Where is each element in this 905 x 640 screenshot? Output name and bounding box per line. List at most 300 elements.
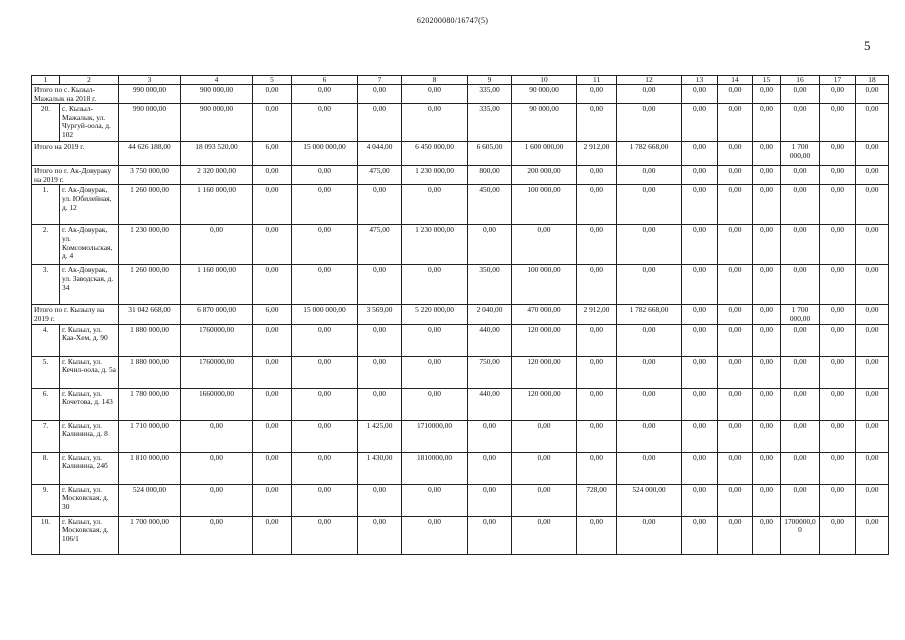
address-cell: г. Ак-Довурак, ул. Заводская, д. 34: [60, 265, 119, 305]
column-number-cell: 14: [718, 76, 753, 85]
value-cell: 728,00: [577, 484, 617, 516]
value-cell: 0,00: [292, 420, 358, 452]
column-number-cell: 15: [753, 76, 781, 85]
value-cell: 0,00: [820, 388, 856, 420]
value-cell: 0,00: [577, 356, 617, 388]
value-cell: 0,00: [718, 484, 753, 516]
value-cell: 0,00: [753, 166, 781, 185]
table-row: [32, 225, 889, 265]
value-cell: 0,00: [820, 452, 856, 484]
value-cell: 0,00: [820, 142, 856, 166]
value-cell: 5 220 000,00: [402, 305, 468, 324]
value-cell: 0,00: [577, 166, 617, 185]
value-cell: 0,00: [358, 324, 402, 356]
value-cell: 0,00: [468, 225, 512, 265]
value-cell: 1 600 000,00: [512, 142, 577, 166]
value-cell: 0,00: [856, 324, 889, 356]
value-cell: 1 230 000,00: [119, 225, 181, 265]
value-cell: 1 160 000,00: [181, 265, 253, 305]
value-cell: 0,00: [718, 104, 753, 142]
value-cell: 750,00: [468, 356, 512, 388]
value-cell: 6 605,00: [468, 142, 512, 166]
column-number-cell: 6: [292, 76, 358, 85]
value-cell: 0,00: [718, 142, 753, 166]
value-cell: 0,00: [753, 225, 781, 265]
value-cell: 0,00: [577, 420, 617, 452]
value-cell: 900 000,00: [181, 85, 253, 104]
value-cell: 1 700 000,00: [781, 142, 820, 166]
value-cell: 2 320 000,00: [181, 166, 253, 185]
value-cell: 0,00: [402, 85, 468, 104]
value-cell: 1760000,00: [181, 356, 253, 388]
value-cell: 0,00: [682, 104, 718, 142]
value-cell: 524 000,00: [119, 484, 181, 516]
value-cell: 1 230 000,00: [402, 166, 468, 185]
value-cell: 0,00: [781, 388, 820, 420]
value-cell: 1 430,00: [358, 452, 402, 484]
value-cell: 0,00: [781, 166, 820, 185]
value-cell: 1 880 000,00: [119, 356, 181, 388]
value-cell: 0,00: [577, 516, 617, 554]
value-cell: 0,00: [468, 484, 512, 516]
value-cell: 1810000,00: [402, 452, 468, 484]
value-cell: 0,00: [781, 225, 820, 265]
value-cell: 1700000,00: [781, 516, 820, 554]
value-cell: 0,00: [292, 85, 358, 104]
row-number: 5.: [32, 356, 60, 388]
value-cell: 0,00: [781, 484, 820, 516]
value-cell: 0,00: [617, 356, 682, 388]
column-number-cell: 5: [253, 76, 292, 85]
value-cell: 0,00: [682, 452, 718, 484]
value-cell: 0,00: [402, 388, 468, 420]
value-cell: 440,00: [468, 388, 512, 420]
value-cell: 0,00: [682, 265, 718, 305]
value-cell: 470 000,00: [512, 305, 577, 324]
value-cell: 0,00: [292, 324, 358, 356]
value-cell: 0,00: [781, 85, 820, 104]
value-cell: 0,00: [617, 166, 682, 185]
value-cell: 0,00: [753, 452, 781, 484]
value-cell: 0,00: [512, 420, 577, 452]
value-cell: 0,00: [856, 356, 889, 388]
value-cell: 0,00: [753, 142, 781, 166]
value-cell: 0,00: [682, 185, 718, 225]
value-cell: 0,00: [753, 305, 781, 324]
total-label: Итого по г. Кызылу на 2019 г.: [32, 305, 119, 324]
value-cell: 0,00: [253, 166, 292, 185]
value-cell: 0,00: [820, 484, 856, 516]
value-cell: 0,00: [781, 104, 820, 142]
value-cell: 0,00: [358, 185, 402, 225]
value-cell: 0,00: [292, 265, 358, 305]
value-cell: 0,00: [820, 265, 856, 305]
value-cell: 0,00: [753, 484, 781, 516]
total-row: [32, 305, 889, 324]
value-cell: 0,00: [577, 452, 617, 484]
value-cell: 0,00: [753, 420, 781, 452]
value-cell: 0,00: [753, 324, 781, 356]
value-cell: 0,00: [718, 452, 753, 484]
value-cell: 0,00: [358, 265, 402, 305]
value-cell: 0,00: [358, 104, 402, 142]
value-cell: 0,00: [718, 324, 753, 356]
value-cell: 4 044,00: [358, 142, 402, 166]
column-number-cell: 3: [119, 76, 181, 85]
total-row: [32, 85, 889, 104]
column-number-cell: 16: [781, 76, 820, 85]
value-cell: 0,00: [753, 356, 781, 388]
value-cell: 0,00: [253, 484, 292, 516]
value-cell: 0,00: [820, 185, 856, 225]
value-cell: 0,00: [856, 484, 889, 516]
value-cell: 335,00: [468, 104, 512, 142]
address-cell: г. Кызыл, ул. Московская, д. 30: [60, 484, 119, 516]
value-cell: 0,00: [181, 516, 253, 554]
value-cell: 0,00: [468, 452, 512, 484]
value-cell: 0,00: [358, 516, 402, 554]
value-cell: 0,00: [718, 265, 753, 305]
value-cell: 0,00: [181, 420, 253, 452]
value-cell: 990 000,00: [119, 104, 181, 142]
value-cell: 0,00: [617, 452, 682, 484]
value-cell: 0,00: [820, 516, 856, 554]
value-cell: 0,00: [292, 452, 358, 484]
value-cell: 475,00: [358, 225, 402, 265]
column-number-row: [32, 76, 889, 85]
total-row: [32, 142, 889, 166]
value-cell: 0,00: [617, 225, 682, 265]
address-cell: г. Кызыл, ул. Калинина, 24б: [60, 452, 119, 484]
value-cell: 1 782 668,00: [617, 305, 682, 324]
value-cell: 0,00: [753, 104, 781, 142]
value-cell: 350,00: [468, 265, 512, 305]
table-row: [32, 484, 889, 516]
value-cell: 0,00: [358, 388, 402, 420]
value-cell: 1 260 000,00: [119, 265, 181, 305]
value-cell: 0,00: [753, 185, 781, 225]
row-number: 1.: [32, 185, 60, 225]
value-cell: 0,00: [358, 484, 402, 516]
value-cell: 0,00: [617, 85, 682, 104]
value-cell: 0,00: [820, 166, 856, 185]
value-cell: 0,00: [181, 452, 253, 484]
value-cell: 0,00: [781, 420, 820, 452]
column-number-cell: 13: [682, 76, 718, 85]
row-number: 2.: [32, 225, 60, 265]
value-cell: 0,00: [617, 420, 682, 452]
value-cell: 1760000,00: [181, 324, 253, 356]
value-cell: 0,00: [512, 484, 577, 516]
table-row: [32, 104, 889, 142]
value-cell: 0,00: [402, 104, 468, 142]
table-row: [32, 356, 889, 388]
value-cell: 0,00: [856, 305, 889, 324]
column-number-cell: 10: [512, 76, 577, 85]
value-cell: 120 000,00: [512, 324, 577, 356]
value-cell: 0,00: [617, 104, 682, 142]
value-cell: 1 425,00: [358, 420, 402, 452]
value-cell: 2 912,00: [577, 142, 617, 166]
value-cell: 0,00: [358, 85, 402, 104]
value-cell: 0,00: [402, 324, 468, 356]
column-number-cell: 11: [577, 76, 617, 85]
value-cell: 1 710 000,00: [119, 420, 181, 452]
value-cell: 0,00: [402, 265, 468, 305]
address-cell: г. Кызыл, ул. Кечил-оола, д. 5а: [60, 356, 119, 388]
value-cell: 0,00: [512, 452, 577, 484]
value-cell: 0,00: [617, 324, 682, 356]
value-cell: 200 000,00: [512, 166, 577, 185]
value-cell: 0,00: [617, 388, 682, 420]
value-cell: 900 000,00: [181, 104, 253, 142]
value-cell: 0,00: [512, 225, 577, 265]
value-cell: 0,00: [577, 265, 617, 305]
value-cell: 0,00: [468, 420, 512, 452]
value-cell: 0,00: [753, 265, 781, 305]
column-number-cell: 2: [60, 76, 119, 85]
value-cell: 0,00: [468, 516, 512, 554]
value-cell: 0,00: [856, 516, 889, 554]
value-cell: 0,00: [253, 324, 292, 356]
address-cell: г. Ак-Довурак, ул. Юбилейная, д. 12: [60, 185, 119, 225]
table-row: [32, 185, 889, 225]
address-cell: г. Кызыл, ул. Кочетова, д. 143: [60, 388, 119, 420]
column-number-cell: 1: [32, 76, 60, 85]
value-cell: 0,00: [402, 185, 468, 225]
value-cell: 0,00: [253, 452, 292, 484]
row-number: 6.: [32, 388, 60, 420]
column-number-cell: 12: [617, 76, 682, 85]
value-cell: 0,00: [292, 516, 358, 554]
value-cell: 0,00: [856, 85, 889, 104]
value-cell: 0,00: [820, 324, 856, 356]
value-cell: 0,00: [682, 305, 718, 324]
value-cell: 0,00: [292, 484, 358, 516]
value-cell: 0,00: [682, 324, 718, 356]
total-row: [32, 166, 889, 185]
value-cell: 0,00: [617, 265, 682, 305]
value-cell: 1 780 000,00: [119, 388, 181, 420]
value-cell: 0,00: [856, 265, 889, 305]
column-number-cell: 8: [402, 76, 468, 85]
row-number: 10.: [32, 516, 60, 554]
column-number-cell: 9: [468, 76, 512, 85]
value-cell: 1 160 000,00: [181, 185, 253, 225]
table-row: [32, 452, 889, 484]
value-cell: 0,00: [718, 166, 753, 185]
value-cell: 120 000,00: [512, 356, 577, 388]
value-cell: 6,00: [253, 142, 292, 166]
value-cell: 0,00: [682, 142, 718, 166]
value-cell: 2 040,00: [468, 305, 512, 324]
value-cell: 0,00: [718, 420, 753, 452]
value-cell: 0,00: [781, 185, 820, 225]
value-cell: 100 000,00: [512, 265, 577, 305]
value-cell: 0,00: [856, 388, 889, 420]
value-cell: 0,00: [718, 356, 753, 388]
value-cell: 0,00: [402, 356, 468, 388]
value-cell: 0,00: [856, 225, 889, 265]
value-cell: 15 000 000,00: [292, 142, 358, 166]
row-number: 4.: [32, 324, 60, 356]
value-cell: 0,00: [781, 324, 820, 356]
value-cell: 524 000,00: [617, 484, 682, 516]
value-cell: 0,00: [718, 388, 753, 420]
value-cell: 0,00: [682, 356, 718, 388]
value-cell: 1 700 000,00: [781, 305, 820, 324]
value-cell: 100 000,00: [512, 185, 577, 225]
value-cell: 335,00: [468, 85, 512, 104]
value-cell: 1 230 000,00: [402, 225, 468, 265]
value-cell: 0,00: [253, 85, 292, 104]
value-cell: 0,00: [577, 388, 617, 420]
value-cell: 0,00: [253, 388, 292, 420]
value-cell: 0,00: [292, 225, 358, 265]
budget-table: [31, 75, 889, 555]
value-cell: 0,00: [856, 142, 889, 166]
row-number: 20.: [32, 104, 60, 142]
value-cell: 0,00: [682, 388, 718, 420]
value-cell: 0,00: [753, 516, 781, 554]
value-cell: 18 093 520,00: [181, 142, 253, 166]
value-cell: 0,00: [753, 85, 781, 104]
value-cell: 0,00: [781, 356, 820, 388]
value-cell: 0,00: [253, 516, 292, 554]
value-cell: 3 750 000,00: [119, 166, 181, 185]
value-cell: 1 700 000,00: [119, 516, 181, 554]
value-cell: 0,00: [577, 85, 617, 104]
value-cell: 15 000 000,00: [292, 305, 358, 324]
value-cell: 2 912,00: [577, 305, 617, 324]
value-cell: 1660000,00: [181, 388, 253, 420]
value-cell: 0,00: [856, 166, 889, 185]
value-cell: 0,00: [181, 225, 253, 265]
value-cell: 0,00: [718, 85, 753, 104]
value-cell: 1 880 000,00: [119, 324, 181, 356]
value-cell: 44 626 188,00: [119, 142, 181, 166]
value-cell: 0,00: [682, 484, 718, 516]
value-cell: 0,00: [820, 85, 856, 104]
value-cell: 0,00: [181, 484, 253, 516]
address-cell: с. Кызыл-Мажалык, ул. Чургуй-оола, д. 102: [60, 104, 119, 142]
value-cell: 0,00: [358, 356, 402, 388]
value-cell: 0,00: [253, 265, 292, 305]
value-cell: 0,00: [682, 516, 718, 554]
value-cell: 800,00: [468, 166, 512, 185]
table-body: [32, 76, 889, 555]
value-cell: 0,00: [292, 356, 358, 388]
value-cell: 0,00: [253, 225, 292, 265]
value-cell: 0,00: [718, 185, 753, 225]
value-cell: 1 782 668,00: [617, 142, 682, 166]
row-number: 9.: [32, 484, 60, 516]
value-cell: 0,00: [577, 185, 617, 225]
column-number-cell: 17: [820, 76, 856, 85]
table-row: [32, 324, 889, 356]
address-cell: г. Кызыл, ул. Московская, д. 106/1: [60, 516, 119, 554]
row-number: 8.: [32, 452, 60, 484]
table-row: [32, 420, 889, 452]
table-row: [32, 516, 889, 554]
value-cell: 0,00: [292, 388, 358, 420]
table-row: [32, 265, 889, 305]
page-number: 5: [864, 38, 871, 53]
row-number: 7.: [32, 420, 60, 452]
value-cell: 0,00: [820, 104, 856, 142]
value-cell: 475,00: [358, 166, 402, 185]
value-cell: 90 000,00: [512, 85, 577, 104]
column-number-cell: 7: [358, 76, 402, 85]
value-cell: 0,00: [577, 104, 617, 142]
column-number-cell: 18: [856, 76, 889, 85]
value-cell: 0,00: [820, 225, 856, 265]
value-cell: 0,00: [617, 185, 682, 225]
value-cell: 1710000,00: [402, 420, 468, 452]
value-cell: 0,00: [292, 104, 358, 142]
address-cell: г. Ак-Довурак, ул. Комсомольская, д. 4: [60, 225, 119, 265]
document-id: 620200080/16747(5): [416, 16, 489, 25]
value-cell: 0,00: [820, 356, 856, 388]
value-cell: 0,00: [292, 185, 358, 225]
value-cell: 0,00: [402, 484, 468, 516]
value-cell: 0,00: [682, 85, 718, 104]
total-label: Итого по с. Кызыл-Мажалык на 2018 г.: [32, 85, 119, 104]
value-cell: 0,00: [682, 420, 718, 452]
total-label: Итого на 2019 г.: [32, 142, 119, 166]
value-cell: 0,00: [577, 225, 617, 265]
value-cell: 0,00: [253, 185, 292, 225]
value-cell: 0,00: [402, 516, 468, 554]
value-cell: 990 000,00: [119, 85, 181, 104]
value-cell: 0,00: [577, 324, 617, 356]
value-cell: 0,00: [253, 420, 292, 452]
value-cell: 6,00: [253, 305, 292, 324]
value-cell: 0,00: [820, 305, 856, 324]
value-cell: 31 042 668,00: [119, 305, 181, 324]
value-cell: 0,00: [856, 185, 889, 225]
value-cell: 0,00: [718, 516, 753, 554]
value-cell: 0,00: [292, 166, 358, 185]
table-row: [32, 388, 889, 420]
value-cell: 0,00: [682, 225, 718, 265]
total-label: Итого по г. Ак-Довураку на 2019 г.: [32, 166, 119, 185]
value-cell: 0,00: [781, 265, 820, 305]
value-cell: 440,00: [468, 324, 512, 356]
value-cell: 0,00: [253, 104, 292, 142]
value-cell: 1 260 000,00: [119, 185, 181, 225]
value-cell: 6 450 000,00: [402, 142, 468, 166]
value-cell: 0,00: [512, 516, 577, 554]
value-cell: 120 000,00: [512, 388, 577, 420]
value-cell: 0,00: [820, 420, 856, 452]
column-number-cell: 4: [181, 76, 253, 85]
value-cell: 0,00: [617, 516, 682, 554]
value-cell: 90 000,00: [512, 104, 577, 142]
value-cell: 0,00: [253, 356, 292, 388]
value-cell: 0,00: [856, 104, 889, 142]
address-cell: г. Кызыл, ул. Каа-Хем, д. 90: [60, 324, 119, 356]
value-cell: 0,00: [856, 452, 889, 484]
value-cell: 0,00: [856, 420, 889, 452]
value-cell: 450,00: [468, 185, 512, 225]
value-cell: 1 810 000,00: [119, 452, 181, 484]
value-cell: 3 569,00: [358, 305, 402, 324]
address-cell: г. Кызыл, ул. Калинина, д. 8: [60, 420, 119, 452]
value-cell: 0,00: [781, 452, 820, 484]
value-cell: 0,00: [718, 225, 753, 265]
value-cell: 0,00: [753, 388, 781, 420]
